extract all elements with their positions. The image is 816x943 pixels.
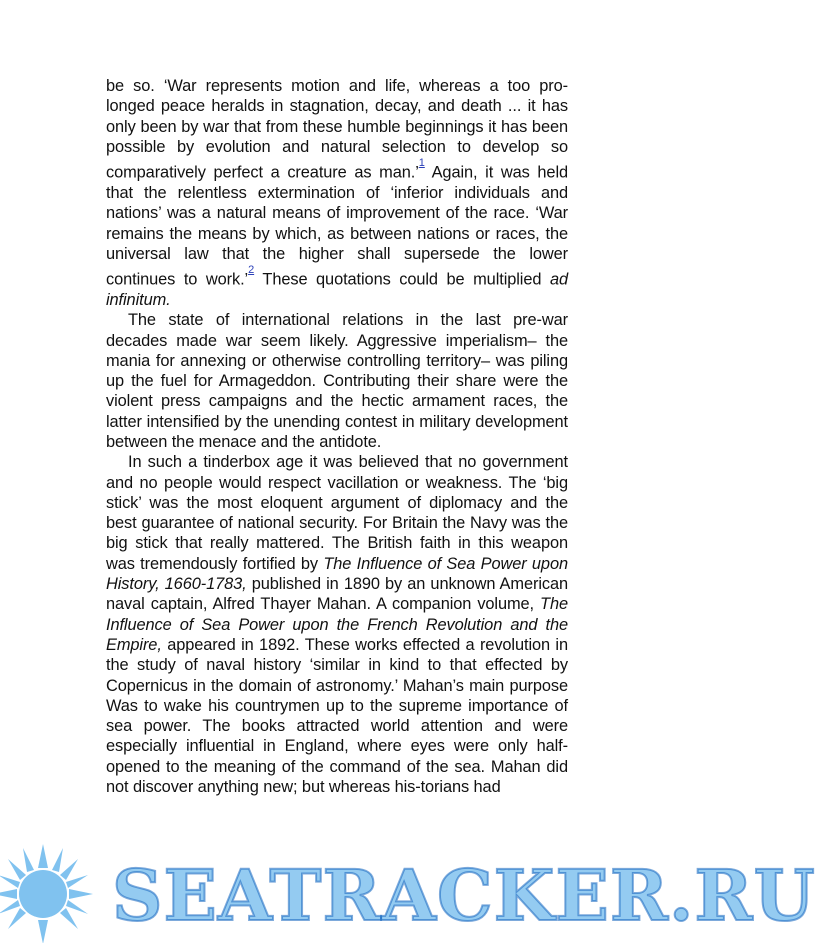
paragraph-1-text-b: Again, it was held that the relentless extermination of ‘inferior individuals and nations’ was a natural means of improvement of the race. ‘War remains the means by which, as between nations or races, the universal law that the higher shall supersede the lower continues to work.’: [106, 163, 569, 289]
paragraph-3-text-b: published in 1890 by an unknown American naval captain, Alfred Thayer Mahan. A companion volume,: [106, 575, 568, 614]
book-title-1: The Influence of Sea Power upon History, 1660-1783,: [106, 554, 568, 594]
paragraph-1-text-c: These quotations could be multiplied: [254, 270, 550, 289]
paragraph-1-text-a: be so. ‘War represents motion and life, whereas a too pro-longed peace heralds in stagnation, decay, and death ... it has only been by war that from these humble beginnings it has been possible by evolution and natural selection to develop so comparatively perfect a creature as man.’: [106, 77, 568, 182]
italic-ad-infinitum: ad infinitum.: [106, 270, 568, 309]
watermark: [0, 822, 816, 943]
sun-icon: [0, 842, 108, 942]
paragraph-2: The state of international relations in the last pre-war decades made war seem likely. Aggressive imperialism– the mania for annexing or otherwise controlling territory– was piling up the fuel for Armageddon. Contributing their share were the violent press campaigns and the hectic armament races, the latter intensified by the unending contest in military development between the menace and the antidote.: [106, 311, 568, 451]
footnote-link-2[interactable]: 2: [248, 264, 255, 277]
page-body: [106, 76, 568, 797]
watermark-text: SEATRACKER.RU: [112, 854, 816, 937]
footnote-link-1[interactable]: 1: [418, 157, 425, 170]
paragraph-3-text-a: In such a tinderbox age it was believed that no government and no people would respect vacillation or weakness. The ‘big stick’ was the most eloquent argument of diplomacy and the best guarantee of national security. For Britain the Navy was the big stick that really mattered. The British faith in this weapon was tremendously fortified by: [106, 453, 568, 573]
paragraph-3-text-c: appeared in 1892. These works effected a revolution in the study of naval history ‘similar in kind to that effected by Copernicus in the domain of astronomy.’ Mahan’s main purpose Was to wake his countrymen up to the supreme importance of sea power. The books attracted world attention and were especially influential in England, where eyes were only half-opened to the meaning of the command of the sea. Mahan did not discover anything new; but whereas his-torians had: [106, 635, 568, 797]
paragraph-3: [106, 452, 568, 797]
paragraph-1: [106, 76, 568, 310]
book-title-2: The Influence of Sea Power upon the French Revolution and the Empire,: [106, 595, 568, 654]
